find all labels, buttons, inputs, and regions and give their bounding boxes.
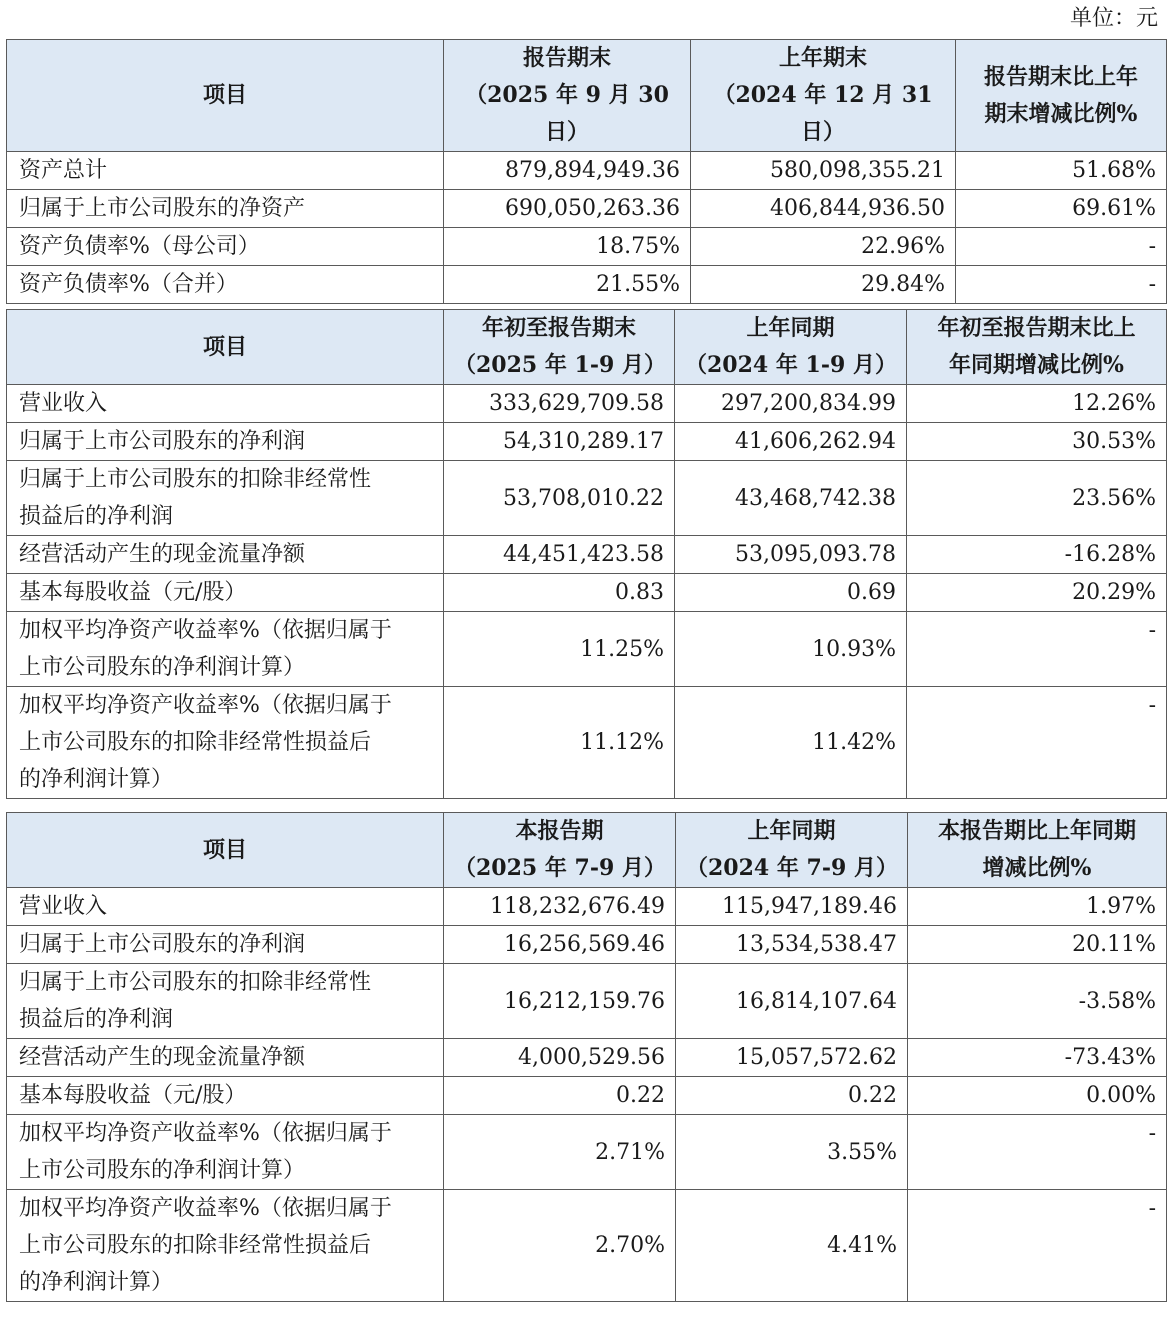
- change-ratio-cell: -73.43%: [908, 1039, 1167, 1077]
- table-row: [7, 461, 1167, 536]
- prior-value-cell: 29.84%: [691, 266, 956, 304]
- table-row: [7, 888, 1167, 926]
- row-item-line: 损益后的净利润: [19, 1007, 174, 1032]
- current-value-cell: 53,708,010.22: [444, 461, 675, 536]
- current-value-cell: 18.75%: [444, 228, 691, 266]
- change-ratio-cell: -: [907, 612, 1167, 687]
- row-item-line: 上市公司股东的净利润计算）: [19, 655, 306, 680]
- table-row: [7, 385, 1167, 423]
- unit-label: 单位：元: [1069, 6, 1158, 31]
- row-item-label: [7, 190, 444, 228]
- row-item-label: [7, 1039, 444, 1077]
- current-value-cell: 11.12%: [444, 687, 675, 799]
- table-row: [7, 1077, 1167, 1115]
- balance-sheet-table: [6, 39, 1167, 304]
- row-item-line: 经营活动产生的现金流量净额: [19, 1045, 306, 1070]
- row-item-label: [7, 266, 444, 304]
- prior-value-cell: 41,606,262.94: [675, 423, 907, 461]
- prior-value-cell: 10.93%: [675, 612, 907, 687]
- table-row: [7, 1039, 1167, 1077]
- current-value-cell: 4,000,529.56: [444, 1039, 676, 1077]
- table-row: [7, 926, 1167, 964]
- row-item-line: 上市公司股东的净利润计算）: [19, 1158, 306, 1183]
- header-item: 项目: [7, 40, 444, 152]
- table-row: [7, 152, 1167, 190]
- row-item-label: [7, 964, 444, 1039]
- change-ratio-cell: 1.97%: [908, 888, 1167, 926]
- change-ratio-cell: 20.29%: [907, 574, 1167, 612]
- current-value-cell: 44,451,423.58: [444, 536, 675, 574]
- row-item-line: 归属于上市公司股东的净利润: [19, 429, 306, 454]
- change-ratio-cell: -3.58%: [908, 964, 1167, 1039]
- row-item-label: [7, 926, 444, 964]
- change-ratio-cell: -: [956, 228, 1167, 266]
- change-ratio-cell: -16.28%: [907, 536, 1167, 574]
- table-row: [7, 190, 1167, 228]
- row-item-line: 上市公司股东的扣除非经常性损益后: [19, 730, 372, 755]
- row-item-label: [7, 612, 444, 687]
- row-item-label: [7, 152, 444, 190]
- row-item-label: [7, 1115, 444, 1190]
- row-item-line: 基本每股收益（元/股）: [19, 580, 247, 605]
- row-item-label: [7, 574, 444, 612]
- current-value-cell: 0.22: [444, 1077, 676, 1115]
- row-item-line: 资产负债率%（母公司）: [19, 234, 260, 259]
- current-value-cell: 879,894,949.36: [444, 152, 691, 190]
- header-ytd: 年初至报告期末 （2025 年 1-9 月）: [444, 310, 675, 385]
- row-item-label: [7, 1077, 444, 1115]
- current-value-cell: 2.71%: [444, 1115, 676, 1190]
- header-change-ratio: 报告期末比上年 期末增减比例%: [956, 40, 1167, 152]
- row-item-line: 经营活动产生的现金流量净额: [19, 542, 306, 567]
- header-prior-period: 上年同期 （2024 年 7-9 月）: [676, 813, 908, 888]
- row-item-line: 加权平均净资产收益率%（依据归属于: [19, 1121, 392, 1146]
- table-row: [7, 574, 1167, 612]
- change-ratio-cell: -: [956, 266, 1167, 304]
- row-item-label: [7, 461, 444, 536]
- table-row: [7, 1190, 1167, 1302]
- prior-value-cell: 3.55%: [676, 1115, 908, 1190]
- row-item-line: 的净利润计算）: [19, 767, 174, 792]
- prior-value-cell: 0.69: [675, 574, 907, 612]
- prior-value-cell: 53,095,093.78: [675, 536, 907, 574]
- row-item-line: 归属于上市公司股东的扣除非经常性: [19, 467, 372, 492]
- header-item: 项目: [7, 310, 444, 385]
- current-value-cell: 16,256,569.46: [444, 926, 676, 964]
- row-item-line: 加权平均净资产收益率%（依据归属于: [19, 693, 392, 718]
- change-ratio-cell: -: [908, 1115, 1167, 1190]
- current-value-cell: 333,629,709.58: [444, 385, 675, 423]
- row-item-label: [7, 687, 444, 799]
- row-item-label: [7, 1190, 444, 1302]
- prior-value-cell: 297,200,834.99: [675, 385, 907, 423]
- ytd-performance-table: [6, 309, 1167, 799]
- prior-value-cell: 11.42%: [675, 687, 907, 799]
- prior-value-cell: 16,814,107.64: [676, 964, 908, 1039]
- header-item: 项目: [7, 813, 444, 888]
- header-current-period: 本报告期 （2025 年 7-9 月）: [444, 813, 676, 888]
- header-period-end: 报告期末 （2025 年 9 月 30 日）: [444, 40, 691, 152]
- row-item-line: 资产总计: [19, 158, 108, 183]
- table-row: [7, 1115, 1167, 1190]
- header-prior-period: 上年同期 （2024 年 1-9 月）: [675, 310, 907, 385]
- table-row: [7, 423, 1167, 461]
- row-item-line: 加权平均净资产收益率%（依据归属于: [19, 1196, 392, 1221]
- table-header-row: [7, 310, 1167, 385]
- current-value-cell: 0.83: [444, 574, 675, 612]
- table-row: [7, 228, 1167, 266]
- row-item-label: [7, 536, 444, 574]
- change-ratio-cell: -: [907, 687, 1167, 799]
- change-ratio-cell: 0.00%: [908, 1077, 1167, 1115]
- prior-value-cell: 15,057,572.62: [676, 1039, 908, 1077]
- row-item-line: 加权平均净资产收益率%（依据归属于: [19, 618, 392, 643]
- row-item-line: 基本每股收益（元/股）: [19, 1083, 247, 1108]
- row-item-line: 营业收入: [19, 391, 108, 416]
- current-value-cell: 690,050,263.36: [444, 190, 691, 228]
- header-prior-year-end: 上年期末 （2024 年 12 月 31 日）: [691, 40, 956, 152]
- table-row: [7, 536, 1167, 574]
- prior-value-cell: 22.96%: [691, 228, 956, 266]
- header-change-ratio: 本报告期比上年同期 增减比例%: [908, 813, 1167, 888]
- prior-value-cell: 115,947,189.46: [676, 888, 908, 926]
- change-ratio-cell: 20.11%: [908, 926, 1167, 964]
- change-ratio-cell: -: [908, 1190, 1167, 1302]
- change-ratio-cell: 51.68%: [956, 152, 1167, 190]
- current-value-cell: 2.70%: [444, 1190, 676, 1302]
- row-item-line: 归属于上市公司股东的扣除非经常性: [19, 970, 372, 995]
- prior-value-cell: 4.41%: [676, 1190, 908, 1302]
- current-value-cell: 54,310,289.17: [444, 423, 675, 461]
- table-row: [7, 266, 1167, 304]
- table-header-row: [7, 40, 1167, 152]
- row-item-line: 资产负债率%（合并）: [19, 272, 238, 297]
- prior-value-cell: 43,468,742.38: [675, 461, 907, 536]
- change-ratio-cell: 23.56%: [907, 461, 1167, 536]
- prior-value-cell: 0.22: [676, 1077, 908, 1115]
- row-item-line: 营业收入: [19, 894, 108, 919]
- change-ratio-cell: 30.53%: [907, 423, 1167, 461]
- row-item-line: 损益后的净利润: [19, 504, 174, 529]
- row-item-label: [7, 385, 444, 423]
- row-item-label: [7, 888, 444, 926]
- prior-value-cell: 13,534,538.47: [676, 926, 908, 964]
- header-change-ratio: 年初至报告期末比上 年同期增减比例%: [907, 310, 1167, 385]
- table-row: [7, 964, 1167, 1039]
- table-row: [7, 687, 1167, 799]
- prior-value-cell: 580,098,355.21: [691, 152, 956, 190]
- table-header-row: [7, 813, 1167, 888]
- row-item-label: [7, 228, 444, 266]
- current-value-cell: 11.25%: [444, 612, 675, 687]
- current-value-cell: 118,232,676.49: [444, 888, 676, 926]
- row-item-line: 上市公司股东的扣除非经常性损益后: [19, 1233, 372, 1258]
- change-ratio-cell: 12.26%: [907, 385, 1167, 423]
- row-item-line: 的净利润计算）: [19, 1270, 174, 1295]
- quarter-performance-table: [6, 812, 1167, 1302]
- row-item-line: 归属于上市公司股东的净利润: [19, 932, 306, 957]
- current-value-cell: 16,212,159.76: [444, 964, 676, 1039]
- prior-value-cell: 406,844,936.50: [691, 190, 956, 228]
- current-value-cell: 21.55%: [444, 266, 691, 304]
- row-item-label: [7, 423, 444, 461]
- change-ratio-cell: 69.61%: [956, 190, 1167, 228]
- row-item-line: 归属于上市公司股东的净资产: [19, 196, 306, 221]
- table-row: [7, 612, 1167, 687]
